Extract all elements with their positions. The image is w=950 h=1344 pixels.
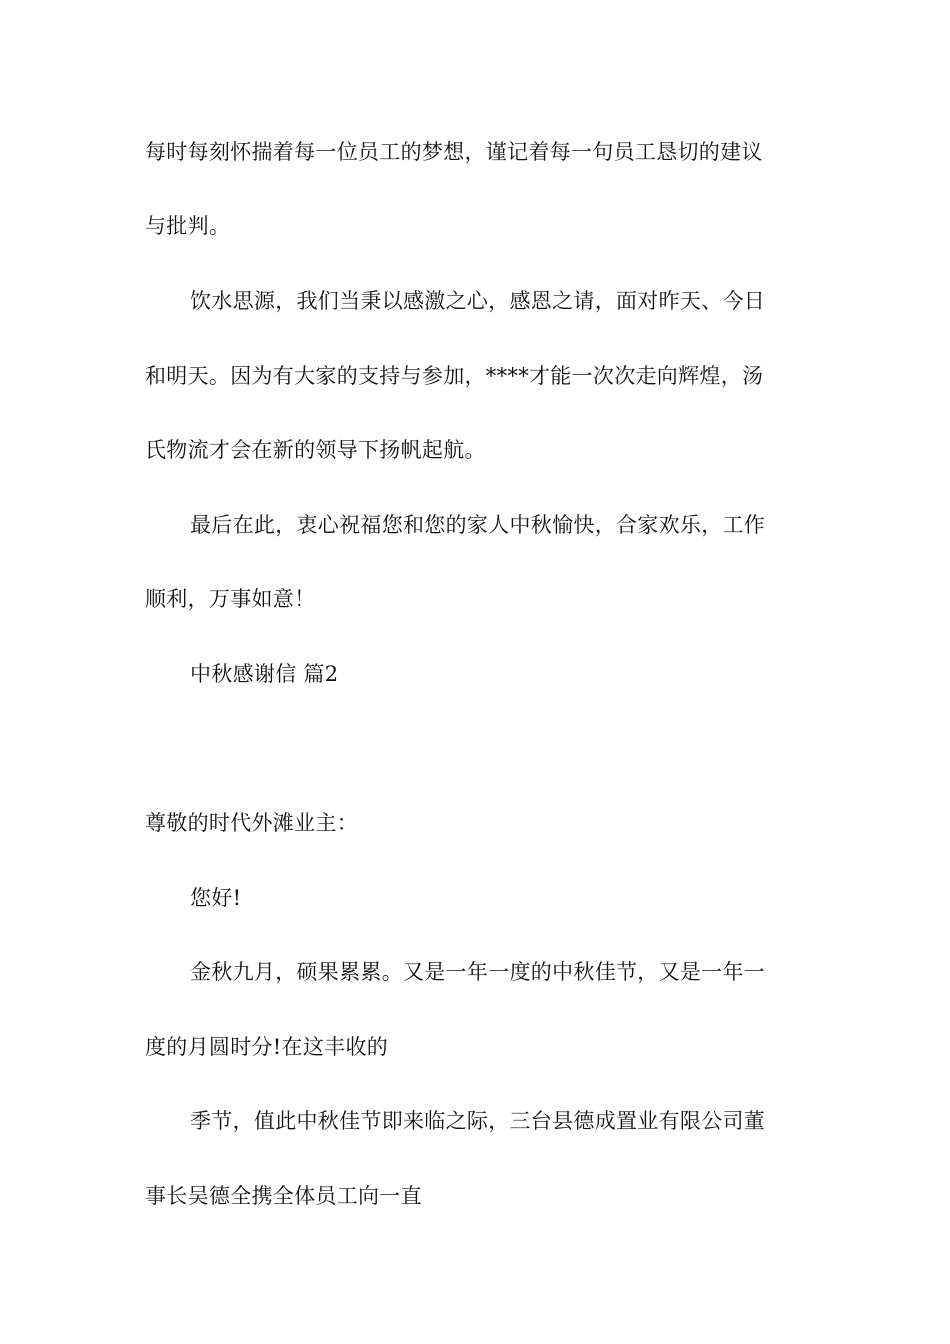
text-line: 和明天。因为有大家的支持与参加，****才能一次次走向辉煌，汤	[145, 364, 764, 388]
text-line: 每时每刻怀揣着每一位员工的梦想，谨记着每一句员工恳切的建议	[145, 140, 763, 164]
text-line: 事长吴德全携全体员工向一直	[145, 1184, 422, 1208]
text-line: 顺利，万事如意！	[145, 587, 316, 611]
section-heading: 中秋感谢信 篇2	[190, 662, 339, 686]
paragraph-start-line: 金秋九月，硕果累累。又是一年一度的中秋佳节，又是一年一	[190, 960, 766, 984]
text-line: 度的月圆时分!在这丰收的	[145, 1035, 389, 1059]
paragraph-start-line: 季节，值此中秋佳节即来临之际，三台县德成置业有限公司董	[190, 1109, 766, 1133]
greeting: 您好!	[190, 886, 242, 910]
text-line: 氏物流才会在新的领导下扬帆起航。	[145, 438, 486, 462]
salutation: 尊敬的时代外滩业主：	[145, 811, 358, 835]
paragraph-start-line: 最后在此，衷心祝福您和您的家人中秋愉快，合家欢乐，工作	[190, 513, 766, 537]
paragraph-start-line: 饮水思源，我们当秉以感激之心，感恩之请，面对昨天、今日	[190, 289, 766, 313]
text-line: 与批判。	[145, 214, 231, 238]
